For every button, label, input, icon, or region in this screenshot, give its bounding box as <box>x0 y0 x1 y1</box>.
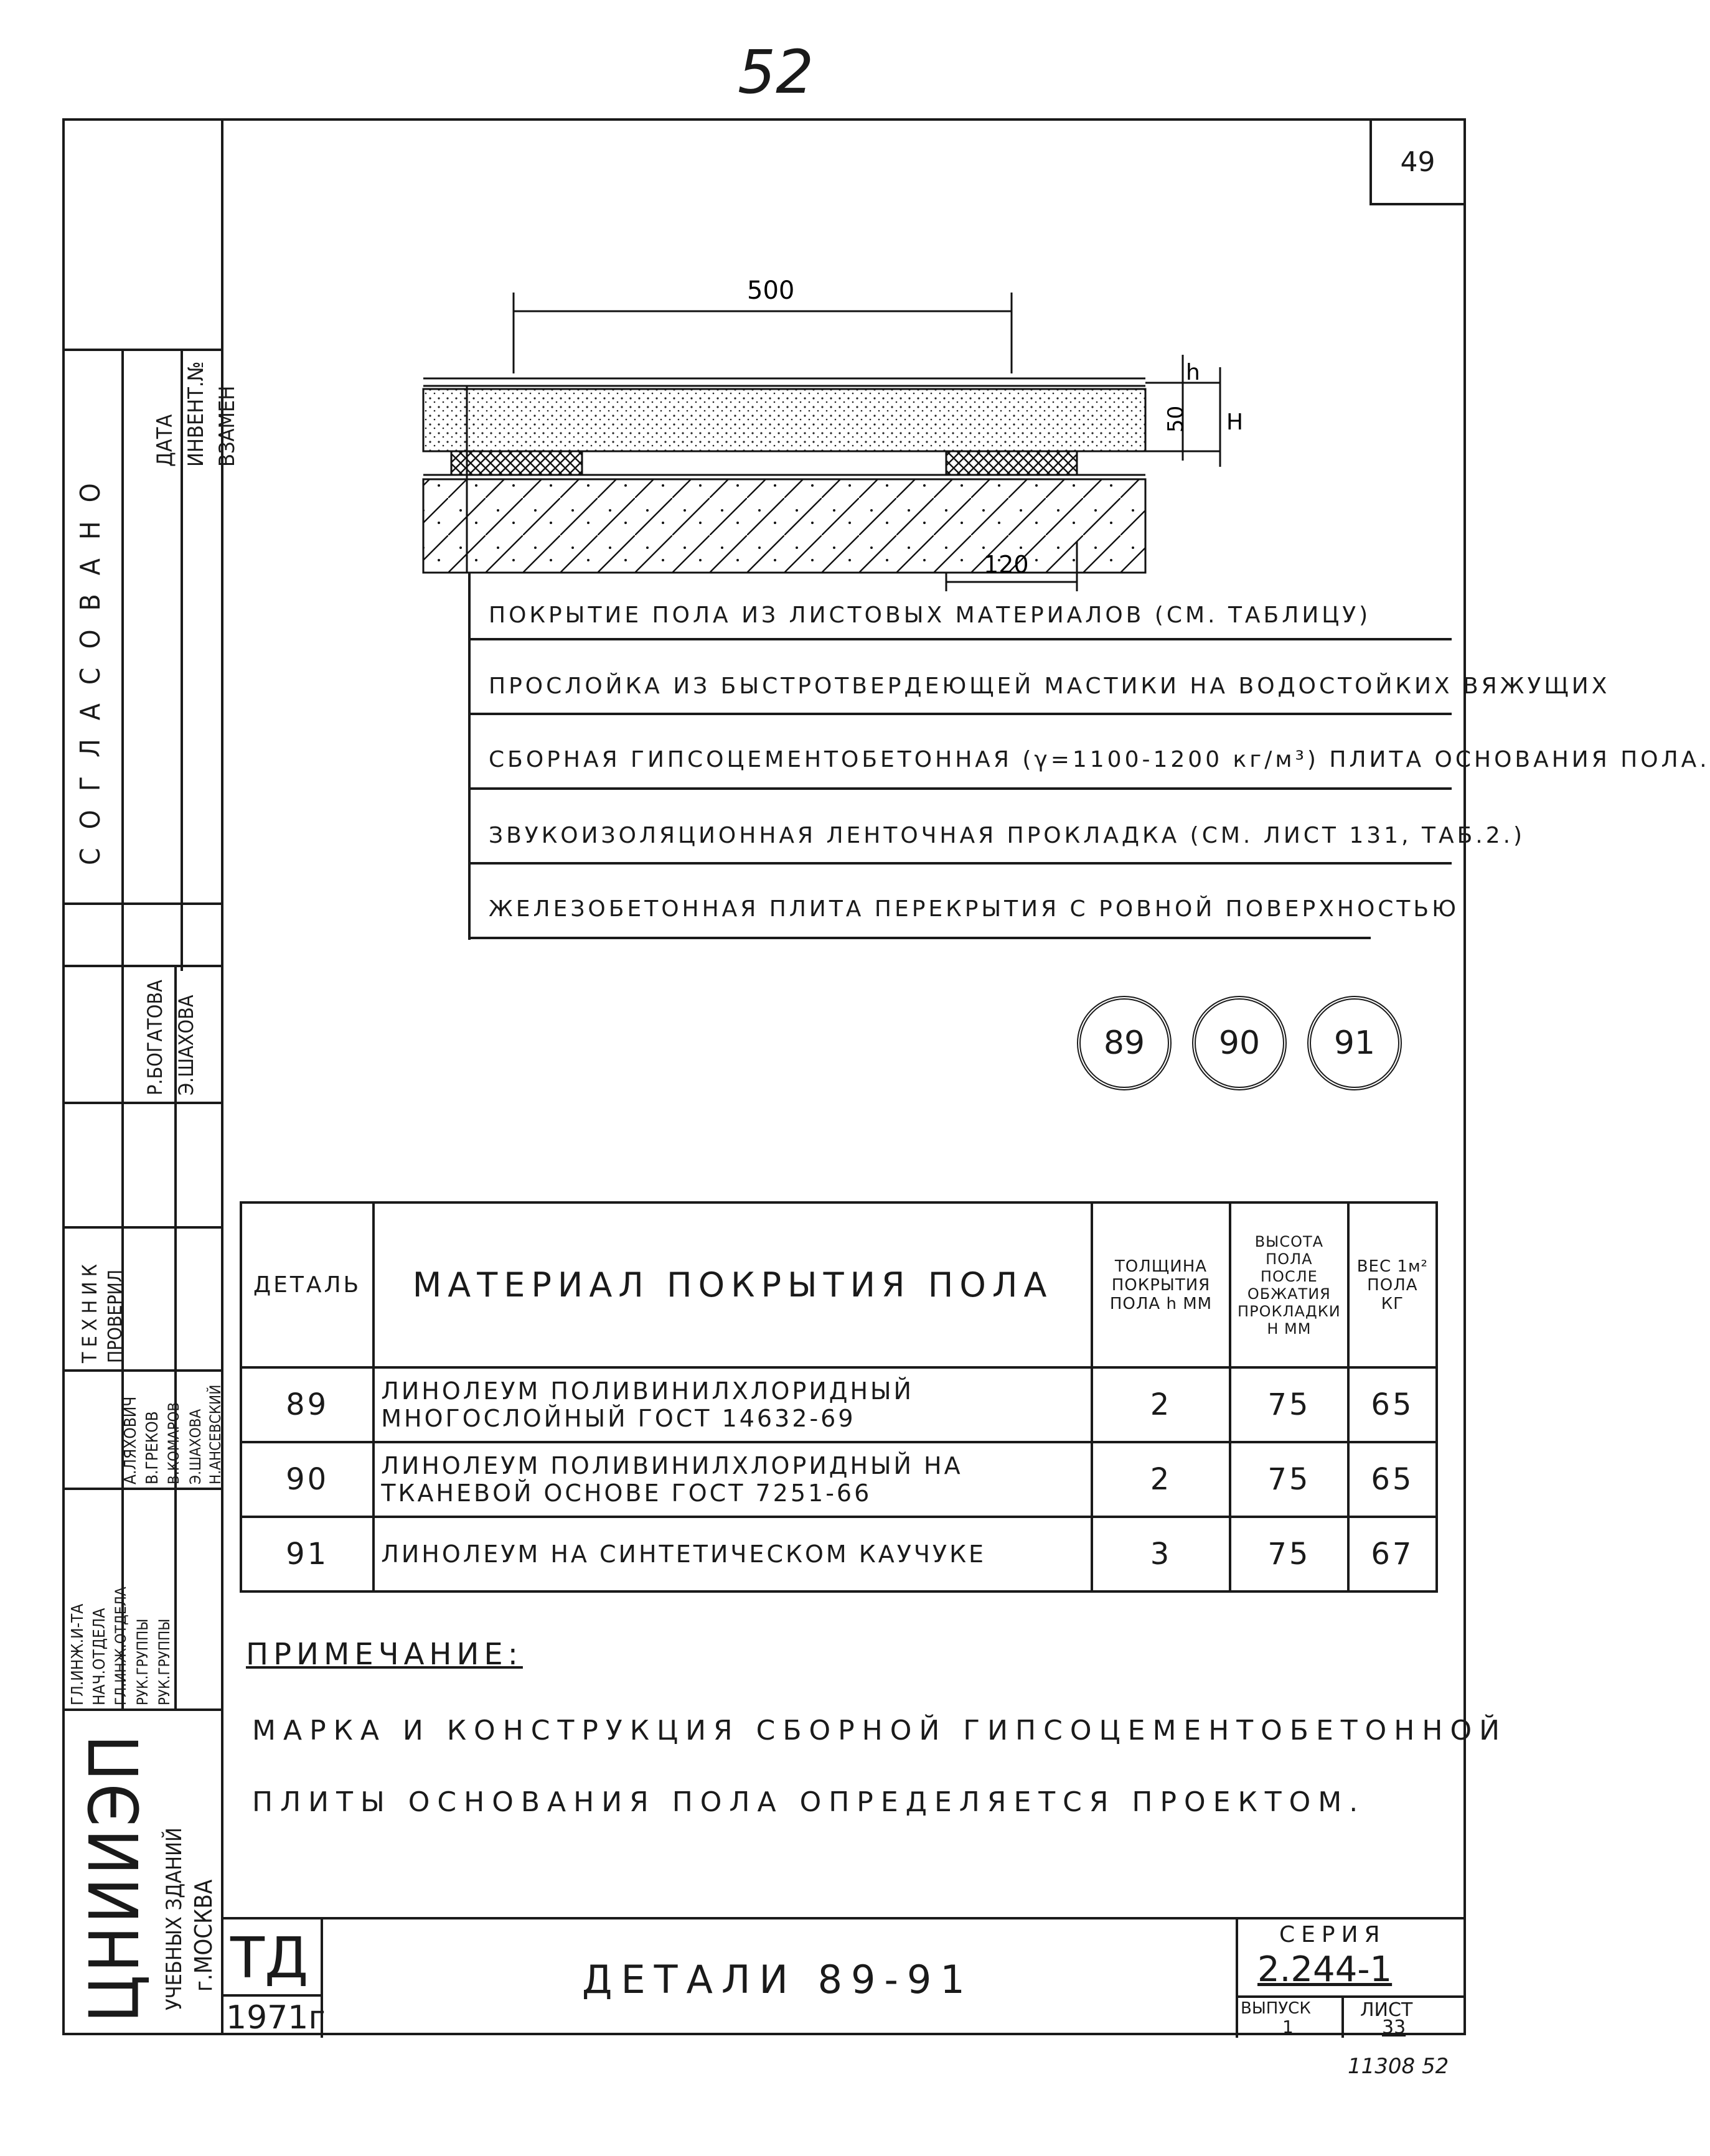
row-weight: 65 <box>1348 1367 1437 1442</box>
sheet-number: 49 <box>1400 146 1435 178</box>
detail-marker-90: 90 <box>1192 996 1287 1090</box>
row-material: ЛИНОЛЕУМ ПОЛИВИНИЛХЛОРИДНЫЙ МНОГОСЛОЙНЫЙ ГОСТ 14632-69 <box>373 1367 1092 1442</box>
drawing-title: ДЕТАЛИ 89-91 <box>582 1957 974 2002</box>
row-H: 75 <box>1230 1442 1348 1517</box>
org-name: ЦНИИЭП <box>75 1732 154 2023</box>
row-H: 75 <box>1230 1367 1348 1442</box>
stamp-name-shakhova: Э.ШАХОВА <box>174 995 198 1095</box>
note-line-1: МАРКА И КОНСТРУКЦИЯ СБОРНОЙ ГИПСОЦЕМЕНТОБЕТОННОЙ <box>252 1715 1508 1746</box>
row-detail: 91 <box>241 1517 373 1591</box>
floor-section-drawing <box>411 274 1320 598</box>
stamp-replaces: ВЗАМЕН <box>215 385 240 467</box>
sheet-number-box <box>1369 118 1466 205</box>
header-thickness: ТОЛЩИНА ПОКРЫТИЯ ПОЛА h ММ <box>1092 1202 1230 1367</box>
layer-label-4: ЗВУКОИЗОЛЯЦИОННАЯ ЛЕНТОЧНАЯ ПРОКЛАДКА (СМ. ЛИСТ 131, ТАБ.2.) <box>489 823 1526 848</box>
materials-table <box>240 1201 1438 1593</box>
dim-50: 50 <box>1163 405 1188 433</box>
layer-label-2: ПРОСЛОЙКА ИЗ БЫСТРОТВЕРДЕЮЩЕЙ МАСТИКИ НА ВОДОСТОЙКИХ ВЯЖУЩИХ <box>489 673 1610 699</box>
row-H: 75 <box>1230 1517 1348 1591</box>
detail-marker-89: 89 <box>1077 996 1172 1090</box>
issue-label: ВЫПУСК <box>1241 1999 1311 2018</box>
row-weight: 65 <box>1348 1442 1437 1517</box>
header-detail: ДЕТАЛЬ <box>241 1202 373 1367</box>
series-number: 2.244-1 <box>1257 1949 1393 1990</box>
stamp-name-komarov: В.КОМАРОВ <box>165 1402 182 1484</box>
table-header-row <box>241 1202 1437 1367</box>
dim-500: 500 <box>747 276 795 305</box>
dim-H: H <box>1226 410 1244 435</box>
sheet-number-bottom: 33 <box>1382 2017 1406 2038</box>
stamp-inventory: ИНВЕНТ.№ <box>184 361 209 467</box>
side-stamp <box>62 118 240 2035</box>
table-row <box>241 1367 1437 1442</box>
stamp-name-ansevsky: Н.АНСЕВСКИЙ <box>207 1384 224 1484</box>
stamp-role-technician: ТЕХНИК <box>78 1258 101 1363</box>
title-code: ТД <box>230 1926 309 1991</box>
stamp-name-lyakhovich: А.ЛЯХОВИЧ <box>121 1396 140 1484</box>
row-h: 2 <box>1092 1442 1230 1517</box>
header-weight: ВЕС 1м² ПОЛА КГ <box>1348 1202 1437 1367</box>
stamp-role-chief-eng-dept: ГЛ.ИНЖ.ОТДЕЛА <box>112 1587 129 1705</box>
row-material: ЛИНОЛЕУМ ПОЛИВИНИЛХЛОРИДНЫЙ НА ТКАНЕВОЙ ОСНОВЕ ГОСТ 7251-66 <box>373 1442 1092 1517</box>
row-h: 2 <box>1092 1367 1230 1442</box>
page-number: 52 <box>738 37 814 107</box>
title-block <box>221 1917 1466 2038</box>
issue-number: 1 <box>1282 2017 1294 2037</box>
stamp-name-bogatova: Р.БОГАТОВА <box>143 980 167 1095</box>
row-detail: 89 <box>241 1367 373 1442</box>
table-row <box>241 1517 1437 1591</box>
detail-marker-91: 91 <box>1307 996 1402 1090</box>
stamp-name-shakhova-2: Э.ШАХОВА <box>187 1408 204 1484</box>
dim-120: 120 <box>984 551 1029 578</box>
stamp-date: ДАТА <box>153 414 177 467</box>
layer-label-3: СБОРНАЯ ГИПСОЦЕМЕНТОБЕТОННАЯ (γ=1100-1200 кг/м³) ПЛИТА ОСНОВАНИЯ ПОЛА. <box>489 747 1710 772</box>
layer-leader <box>468 573 471 940</box>
row-material: ЛИНОЛЕУМ НА СИНТЕТИЧЕСКОМ КАУЧУКЕ <box>373 1517 1092 1591</box>
footer-mark: 11308 52 <box>1348 2054 1449 2079</box>
header-material: МАТЕРИАЛ ПОКРЫТИЯ ПОЛА <box>373 1202 1092 1367</box>
row-detail: 90 <box>241 1442 373 1517</box>
stamp-role-chief-engineer: ГЛ.ИНЖ.И-ТА <box>68 1603 87 1705</box>
layer-label-5: ЖЕЛЕЗОБЕТОННАЯ ПЛИТА ПЕРЕКРЫТИЯ С РОВНОЙ ПОВЕРХНОСТЬЮ <box>489 896 1459 922</box>
row-weight: 67 <box>1348 1517 1437 1591</box>
stamp-role-group-lead-1: РУК.ГРУППЫ <box>134 1618 151 1705</box>
layer-label-1: ПОКРЫТИЕ ПОЛА ИЗ ЛИСТОВЫХ МАТЕРИАЛОВ (СМ. ТАБЛИЦУ) <box>489 602 1371 628</box>
dim-h: h <box>1186 360 1200 385</box>
note-title: ПРИМЕЧАНИЕ: <box>246 1637 523 1672</box>
sheet-label: ЛИСТ <box>1360 1999 1413 2021</box>
stamp-role-head-dept: НАЧ.ОТДЕЛА <box>90 1608 109 1705</box>
org-sub1: УЧЕБНЫХ ЗДАНИЙ <box>162 1827 187 2010</box>
stamp-role-checked: ПРОВЕРИЛ <box>105 1269 126 1363</box>
header-height: ВЫСОТА ПОЛА ПОСЛЕ ОБЖАТИЯ ПРОКЛАДКИ H ММ <box>1230 1202 1348 1367</box>
row-h: 3 <box>1092 1517 1230 1591</box>
series-label: СЕРИЯ <box>1279 1922 1386 1947</box>
stamp-role-group-lead-2: РУК.ГРУППЫ <box>156 1618 173 1705</box>
org-sub2: г.МОСКВА <box>190 1879 217 1992</box>
note-line-2: ПЛИТЫ ОСНОВАНИЯ ПОЛА ОПРЕДЕЛЯЕТСЯ ПРОЕКТОМ. <box>252 1786 1366 1818</box>
stamp-name-grekov: В.ГРЕКОВ <box>143 1411 162 1484</box>
table-row <box>241 1442 1437 1517</box>
stamp-agreed: СОГЛАСОВАНО <box>75 464 106 865</box>
title-year: 1971г <box>226 1999 326 2036</box>
